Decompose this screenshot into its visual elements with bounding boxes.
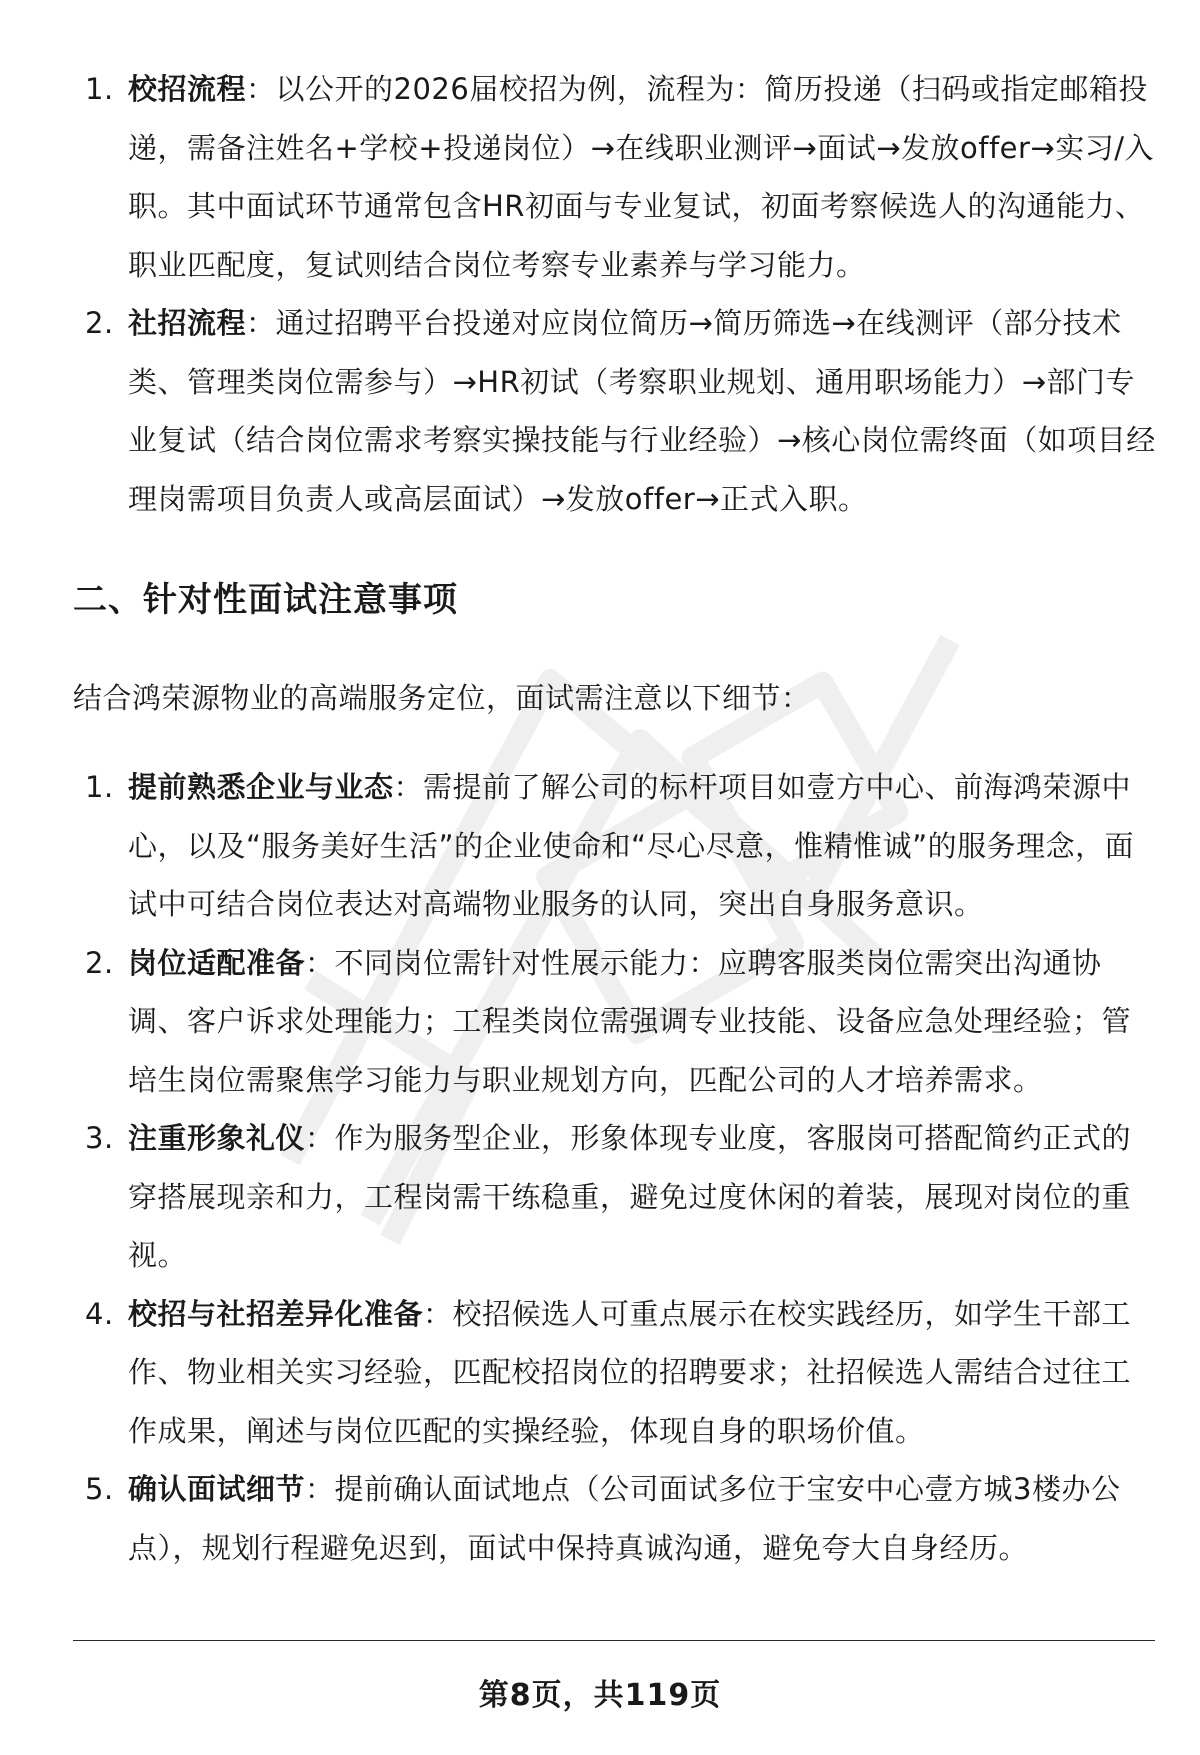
list-item-text: 通过招聘平台投递对应岗位简历→简历筛选→在线测评（部分技术类、管理类岗位需参与）→HR初试（考察职业规划、通用职场能力）→部门专业复试（结合岗位需求考察实操技能与行业经验）→核心岗位需终面（如项目经理岗需项目负责人或高层面试）→发放offer→正式入职。 bbox=[128, 306, 1156, 516]
list-number: 2. bbox=[85, 306, 114, 340]
section-heading: 二、针对性面试注意事项 bbox=[73, 580, 458, 620]
list-number: 3. bbox=[85, 1121, 114, 1155]
section-intro: 结合鸿荣源物业的高端服务定位，面试需注意以下细节： bbox=[73, 681, 811, 715]
list-item bbox=[85, 1460, 1160, 1577]
list-item-separator: ： bbox=[423, 1296, 453, 1331]
list-item-separator: ： bbox=[305, 1121, 335, 1155]
list-number: 5. bbox=[85, 1472, 114, 1506]
list-item bbox=[85, 934, 1160, 1110]
list-item-text: 不同岗位需针对性展示能力：应聘客服类岗位需突出沟通协调、客户诉求处理能力；工程类岗位需强调专业技能、设备应急处理经验；管培生岗位需聚焦学习能力与职业规划方向，匹配公司的人才培养需求。 bbox=[128, 945, 1132, 1097]
list-item-term: 校招与社招差异化准备 bbox=[128, 1296, 424, 1331]
list-item-text: 作为服务型企业，形象体现专业度，客服岗可搭配简约正式的穿搭展现亲和力，工程岗需干练稳重，避免过度休闲的着装，展现对岗位的重视。 bbox=[128, 1121, 1132, 1272]
interview-tips-list bbox=[85, 758, 1160, 1577]
list-item-separator: ： bbox=[246, 72, 276, 106]
list-item-term: 岗位适配准备 bbox=[128, 945, 306, 980]
list-item bbox=[85, 60, 1160, 294]
list-number: 2. bbox=[85, 945, 114, 980]
list-item-text: 需提前了解公司的标杆项目如壹方中心、前海鸿荣源中心，以及“服务美好生活”的企业使命和“尽心尽意，惟精惟诚”的服务理念，面试中可结合岗位表达对高端物业服务的认同，突出自身服务意识。 bbox=[128, 770, 1135, 921]
list-item-term: 社招流程 bbox=[128, 306, 247, 340]
list-item-separator: ： bbox=[246, 306, 276, 340]
page-number: 第8页，共119页 bbox=[478, 1678, 722, 1713]
list-item-text: 以公开的2026届校招为例，流程为：简历投递（扫码或指定邮箱投递，需备注姓名+学校+投递岗位）→在线职业测评→面试→发放offer→实习/入职。其中面试环节通常包含HR初面与专业复试，初面考察候选人的沟通能力、职业匹配度，复试则结合岗位考察专业素养与学习能力。 bbox=[128, 72, 1154, 282]
recruitment-process-list bbox=[85, 60, 1160, 528]
list-item-separator: ： bbox=[305, 1472, 335, 1506]
footer-divider bbox=[73, 1640, 1155, 1641]
list-number: 1. bbox=[85, 72, 114, 106]
list-item-term: 确认面试细节 bbox=[128, 1472, 306, 1506]
list-item-term: 注重形象礼仪 bbox=[128, 1121, 306, 1155]
list-item-text: 提前确认面试地点（公司面试多位于宝安中心壹方城3楼办公点），规划行程避免迟到，面试中保持真诚沟通，避免夸大自身经历。 bbox=[128, 1472, 1121, 1565]
list-item-term: 校招流程 bbox=[128, 72, 247, 106]
list-item-separator: ： bbox=[305, 945, 335, 980]
list-number: 1. bbox=[85, 770, 114, 804]
list-item bbox=[85, 1109, 1160, 1285]
list-item-separator: ： bbox=[393, 770, 424, 804]
list-item bbox=[85, 758, 1160, 934]
list-item-term: 提前熟悉企业与业态 bbox=[128, 770, 394, 804]
list-item bbox=[85, 294, 1160, 528]
list-item bbox=[85, 1285, 1160, 1461]
list-number: 4. bbox=[85, 1296, 114, 1331]
list-item-text: 校招候选人可重点展示在校实践经历，如学生干部工作、物业相关实习经验，匹配校招岗位的招聘要求；社招候选人需结合过往工作成果，阐述与岗位匹配的实操经验，体现自身的职场价值。 bbox=[128, 1296, 1132, 1448]
